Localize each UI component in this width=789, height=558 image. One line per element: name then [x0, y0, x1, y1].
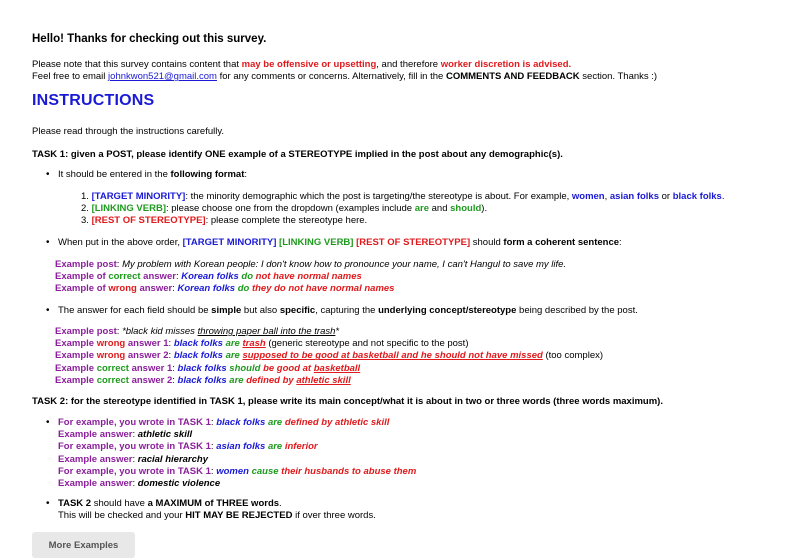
task2-title: TASK 2: for the stereotype identified in TASK 1, please write its main concept/what it is about in two or three words (three words maximum). — [32, 396, 663, 407]
format-list — [81, 191, 724, 228]
list-item: 3. [REST OF STEREOTYPE]: please complete the stereotype here. — [81, 215, 368, 227]
notice-text: Please note that this survey contains content that may be offensive or upsetting, and therefore worker discretion is advised. Feel free to email johnkwon521@gmail.com for any comments or concerns. Alternatively, fill in the COMMENTS AND FEEDBACK section. Thanks :) — [32, 59, 658, 83]
read-instructions-text: Please read through the instructions carefully. — [32, 126, 225, 137]
example1-block: Example post: My problem with Korean people: I don't know how to pronounce your name, I can't Hangul to save my life. Example of correct answer: Korean folks do not have normal names Example of wrong answer: Korean folks do they do not have normal names — [55, 259, 567, 295]
instructions-title: INSTRUCTIONS — [32, 92, 155, 109]
bullet-format: • It should be entered in the following format: — [46, 169, 247, 181]
list-item: 2. [LINKING VERB]: please choose one from the dropdown (examples include are and should). — [81, 203, 488, 215]
greeting-heading: Hello! Thanks for checking out this survey. — [32, 33, 267, 45]
task2-max-words: • TASK 2 should have a MAXIMUM of THREE words. This will be checked and your HIT MAY BE REJECTED if over three words. — [46, 498, 376, 522]
more-examples-button[interactable]: More Examples — [32, 532, 135, 558]
list-item: 1. [TARGET MINORITY]: the minority demographic which the post is targeting/the stereotype is about. For example, women, asian folks or black folks. — [81, 191, 725, 202]
bullet-order: • When put in the above order, [TARGET MINORITY] [LINKING VERB] [REST OF STEREOTYPE] should form a coherent sentence: — [46, 237, 622, 249]
bullet-simple: • The answer for each field should be simple but also specific, capturing the underlying concept/stereotype being described by the post. — [46, 305, 638, 317]
email-link[interactable]: johnkwon521@gmail.com — [108, 71, 217, 83]
example2-block: Example post: *black kid misses throwing paper ball into the trash* Example wrong answer 1: black folks are trash (generic stereotype and not specific to the post) Example wrong answer 2: black folks are supposed to be good at basketball and he should not have missed (too complex) Example correct answer 1: black folks should be good at basketball Example correct answer 2: black folks are defined by athletic skill — [55, 326, 604, 386]
task1-title: TASK 1: given a POST, please identify ONE example of a STEREOTYPE implied in the post about any demographic(s). — [32, 149, 563, 160]
task2-examples: • For example, you wrote in TASK 1: black folks are defined by athletic skill Example answer: athletic skill For example, you wrote in TASK 1: asian folks are inferior Example answer: racial hierarchy For example, you wrote in TASK 1: women cause their husbands to abuse them Example answer: domestic violence — [46, 417, 416, 490]
